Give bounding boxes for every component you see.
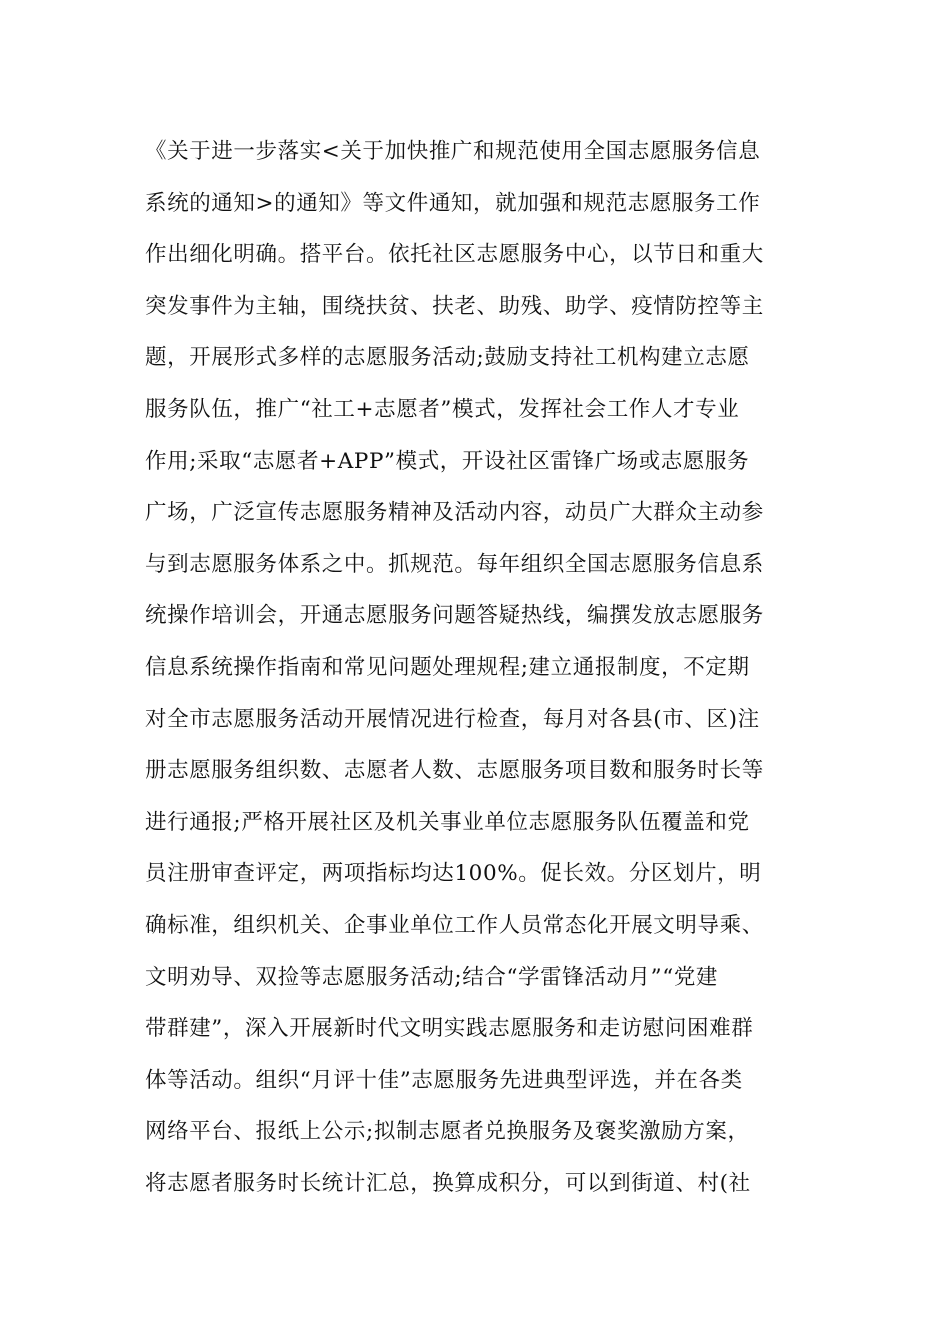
text-line: 册志愿服务组织数、志愿者人数、志愿服务项目数和服务时长等: [145, 758, 764, 784]
text-line: 网络平台、报纸上公示;拟制志愿者兑换服务及褒奖激励方案，: [145, 1119, 750, 1145]
text-line: 文明劝导、双捡等志愿服务活动;结合“学雷锋活动月”“党建: [145, 964, 719, 990]
text-line: 服务队伍，推广“社工+志愿者”模式，发挥社会工作人才专业: [145, 396, 740, 422]
text-line: 带群建”，深入开展新时代文明实践志愿服务和走访慰问困难群: [145, 1016, 754, 1042]
text-line: 体等活动。组织“月评十佳”志愿服务先进典型评选，并在各类: [145, 1067, 743, 1093]
text-line: 系统的通知>的通知》等文件通知，就加强和规范志愿服务工作: [145, 190, 761, 216]
text-line: 与到志愿服务体系之中。抓规范。每年组织全国志愿服务信息系: [145, 551, 764, 577]
text-line: 员注册审查评定，两项指标均达100%。促长效。分区划片，明: [145, 861, 762, 887]
body-paragraph: [145, 126, 825, 1209]
text-line: 作用;采取“志愿者+APP”模式，开设社区雷锋广场或志愿服务: [145, 448, 750, 474]
text-line: 统操作培训会，开通志愿服务问题答疑热线，编撰发放志愿服务: [145, 603, 764, 629]
text-line: 对全市志愿服务活动开展情况进行检查，每月对各县(市、区)注: [145, 706, 760, 732]
text-line: 信息系统操作指南和常见问题处理规程;建立通报制度，不定期: [145, 654, 750, 680]
text-line: 进行通报;严格开展社区及机关事业单位志愿服务队伍覆盖和党: [145, 809, 750, 835]
text-line: 作出细化明确。搭平台。依托社区志愿服务中心，以节日和重大: [145, 242, 764, 268]
text-line: 广场，广泛宣传志愿服务精神及活动内容，动员广大群众主动参: [145, 500, 764, 526]
text-line: 突发事件为主轴，围绕扶贫、扶老、助残、助学、疫情防控等主: [145, 293, 764, 319]
text-line: 题，开展形式多样的志愿服务活动;鼓励支持社工机构建立志愿: [145, 345, 750, 371]
text-line: 确标准，组织机关、企事业单位工作人员常态化开展文明导乘、: [145, 912, 764, 938]
text-line: 将志愿者服务时长统计汇总，换算成积分，可以到街道、村(社: [145, 1170, 751, 1196]
text-line: 《关于进一步落实<关于加快推广和规范使用全国志愿服务信息: [145, 139, 761, 164]
